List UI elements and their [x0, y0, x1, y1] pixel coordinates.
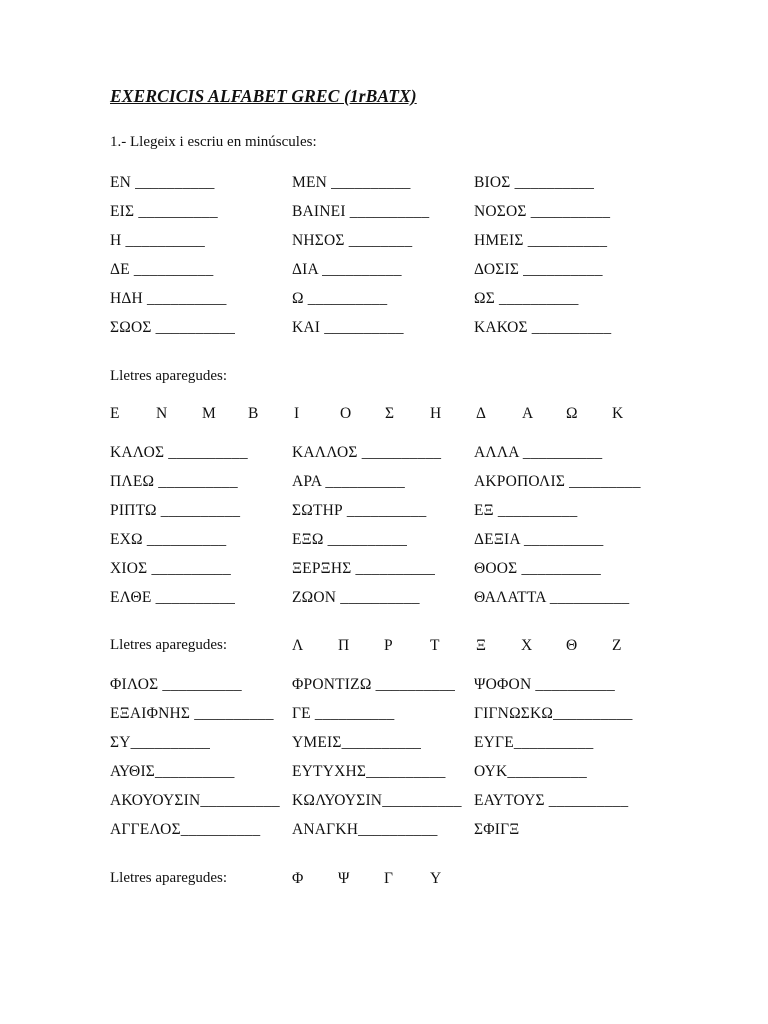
greek-letter: Β: [248, 405, 259, 422]
greek-letter: Γ: [384, 870, 393, 887]
greek-letter: Α: [522, 405, 534, 422]
word-row: [110, 502, 670, 531]
word-item: ΕΝ __________: [110, 174, 215, 191]
word-row: [110, 261, 670, 290]
word-item: ΣΥ__________: [110, 734, 211, 751]
word-item: ΥΜΕΙΣ__________: [292, 734, 422, 751]
letters-label: Lletres aparegudes:: [110, 637, 228, 653]
word-item: ΚΑΙ __________: [292, 319, 404, 336]
word-item: ΒΙΟΣ __________: [474, 174, 595, 191]
word-item: ΞΕΡΞΗΣ __________: [292, 560, 436, 577]
word-row: [110, 290, 670, 319]
word-item: ΘΟΟΣ __________: [474, 560, 601, 577]
word-item: ΩΣ __________: [474, 290, 579, 307]
greek-letter: Ν: [156, 405, 168, 422]
section3-letters-row: [110, 870, 670, 890]
word-item: ΑΚΡΟΠΟΛΙΣ _________: [474, 473, 641, 490]
word-item: ΕΛΘΕ __________: [110, 589, 236, 606]
greek-letter: Φ: [292, 870, 304, 887]
worksheet-title: EXERCICIS ALFABET GREC (1rBATX): [110, 86, 417, 106]
word-row: [110, 444, 670, 473]
greek-letter: Ρ: [384, 637, 393, 654]
word-item: ΣΦΙΓΞ: [474, 821, 520, 838]
word-item: ΔΟΣΙΣ __________: [474, 261, 603, 278]
word-row: [110, 473, 670, 502]
word-item: ΡΙΠΤΩ __________: [110, 502, 241, 519]
word-item: ΑΚΟΥΟΥΣΙΝ__________: [110, 792, 280, 809]
word-item: ΝΟΣΟΣ __________: [474, 203, 611, 220]
word-item: ΦΙΛΟΣ __________: [110, 676, 242, 693]
word-item: ΟΥΚ__________: [474, 763, 587, 780]
letters-label: Lletres aparegudes:: [110, 368, 228, 384]
word-item: ΖΩΟΝ __________: [292, 589, 420, 606]
section3-word-grid: [110, 676, 670, 850]
word-item: ΕΥΤΥΧΗΣ__________: [292, 763, 446, 780]
word-item: ΣΩΤΗΡ __________: [292, 502, 427, 519]
word-item: ΚΑΛΛΟΣ __________: [292, 444, 442, 461]
word-row: [110, 174, 670, 203]
greek-letter: Δ: [476, 405, 486, 422]
greek-letter: Ε: [110, 405, 120, 422]
greek-letter: Σ: [385, 405, 395, 422]
word-item: ΚΑΚΟΣ __________: [474, 319, 612, 336]
word-item: ΕΙΣ __________: [110, 203, 218, 220]
greek-letter: Τ: [430, 637, 440, 654]
word-item: ΘΑΛΑΤΤΑ __________: [474, 589, 630, 606]
word-item: Ω __________: [292, 290, 388, 307]
section2-word-grid: [110, 444, 670, 618]
word-item: ΓΕ __________: [292, 705, 395, 722]
word-row: [110, 705, 670, 734]
word-item: ΑΥΘΙΣ__________: [110, 763, 235, 780]
word-item: ΚΩΛΥΟΥΣΙΝ__________: [292, 792, 462, 809]
greek-letter: Ξ: [476, 637, 486, 654]
exercise-instruction: 1.- Llegeix i escriu en minúscules:: [110, 134, 317, 150]
word-item: ΗΜΕΙΣ __________: [474, 232, 608, 249]
word-item: ΕΧΩ __________: [110, 531, 227, 548]
word-item: ΦΡΟΝΤΙΖΩ __________: [292, 676, 456, 693]
greek-letter: Ο: [340, 405, 352, 422]
section2-letters-row: [110, 637, 670, 657]
section1-letters-row: [110, 405, 670, 425]
greek-letter: Κ: [612, 405, 624, 422]
word-row: [110, 763, 670, 792]
word-item: Η __________: [110, 232, 205, 249]
greek-letter: Π: [338, 637, 350, 654]
greek-letter: Χ: [521, 637, 533, 654]
word-item: ΑΡΑ __________: [292, 473, 405, 490]
letters-label: Lletres aparegudes:: [110, 870, 228, 886]
word-item: ΕΞΑΙΦΝΗΣ __________: [110, 705, 274, 722]
greek-letter: Ψ: [338, 870, 350, 887]
word-item: ΗΔΗ __________: [110, 290, 227, 307]
greek-letter: Ι: [294, 405, 300, 422]
greek-letter: Ω: [566, 405, 578, 422]
word-row: [110, 531, 670, 560]
greek-letter: Θ: [566, 637, 578, 654]
word-item: ΕΥΓΕ__________: [474, 734, 594, 751]
word-row: [110, 589, 670, 618]
word-item: ΑΝΑΓΚΗ__________: [292, 821, 438, 838]
word-item: ΧΙΟΣ __________: [110, 560, 231, 577]
word-row: [110, 821, 670, 850]
greek-letter: Λ: [292, 637, 304, 654]
word-item: ΕΞ __________: [474, 502, 578, 519]
word-item: ΒΑΙΝΕΙ __________: [292, 203, 430, 220]
word-row: [110, 232, 670, 261]
word-item: ΨΟΦΟΝ __________: [474, 676, 615, 693]
word-item: ΚΑΛΟΣ __________: [110, 444, 248, 461]
word-item: ΜΕΝ __________: [292, 174, 411, 191]
word-item: ΑΛΛΑ __________: [474, 444, 603, 461]
section1-word-grid: [110, 174, 670, 348]
word-row: [110, 319, 670, 348]
word-row: [110, 734, 670, 763]
greek-letter: Μ: [202, 405, 216, 422]
word-row: [110, 560, 670, 589]
word-item: ΓΙΓΝΩΣΚΩ__________: [474, 705, 633, 722]
greek-letter: Ζ: [612, 637, 622, 654]
greek-letter: Η: [430, 405, 442, 422]
word-item: ΔΕΞΙΑ __________: [474, 531, 604, 548]
greek-letter: Υ: [430, 870, 442, 887]
word-item: ΠΛΕΩ __________: [110, 473, 238, 490]
word-item: ΣΩΟΣ __________: [110, 319, 236, 336]
word-item: ΔΙΑ __________: [292, 261, 402, 278]
word-row: [110, 203, 670, 232]
word-item: ΕΞΩ __________: [292, 531, 408, 548]
word-item: ΔΕ __________: [110, 261, 214, 278]
word-row: [110, 676, 670, 705]
word-item: ΝΗΣΟΣ ________: [292, 232, 413, 249]
word-item: ΑΓΓΕΛΟΣ__________: [110, 821, 261, 838]
word-item: ΕΑΥΤΟΥΣ __________: [474, 792, 629, 809]
word-row: [110, 792, 670, 821]
